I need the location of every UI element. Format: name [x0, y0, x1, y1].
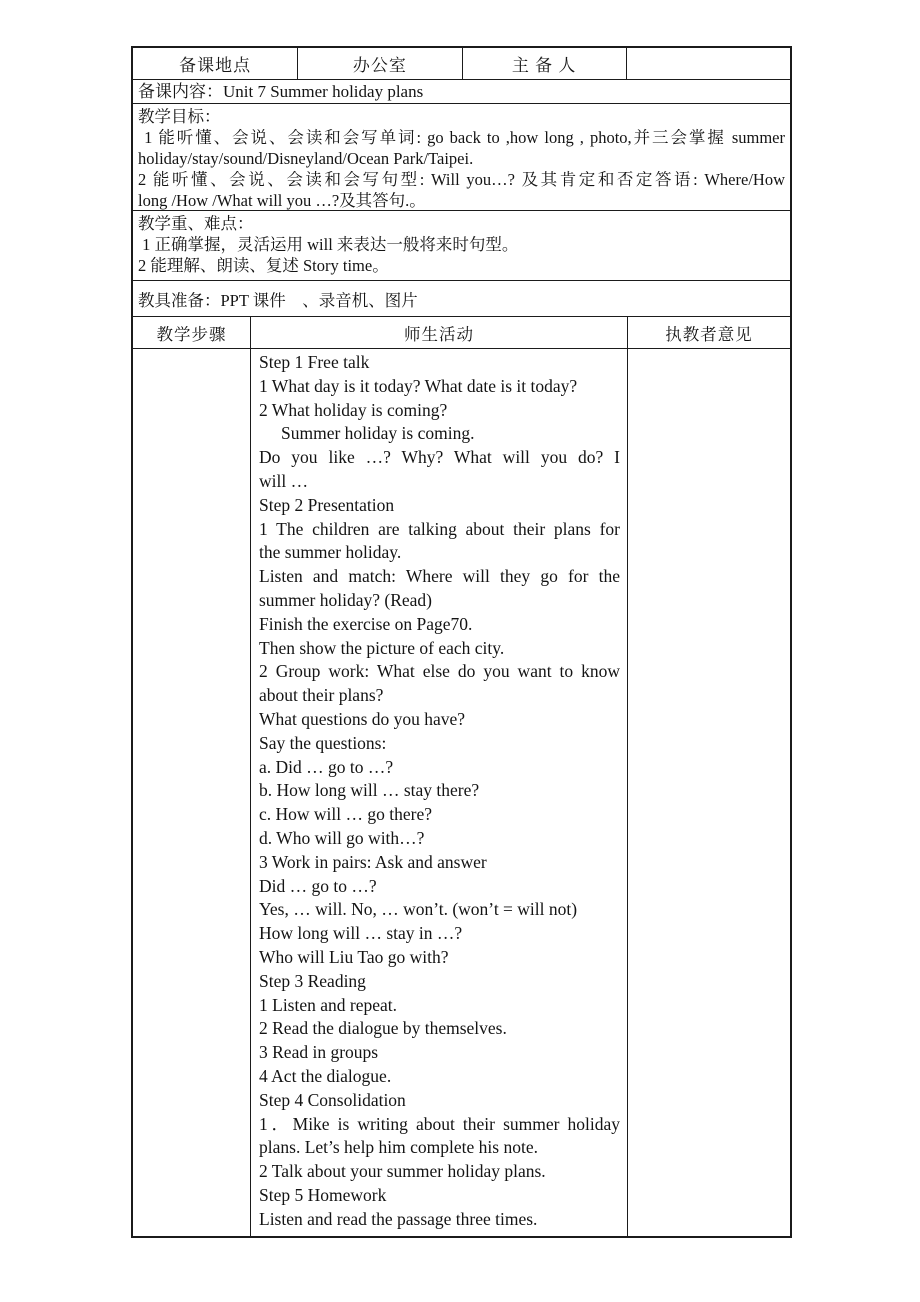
- activity-line: Then show the picture of each city.: [259, 637, 505, 658]
- activity-line: b. How long will … stay there?: [259, 780, 480, 801]
- activity-line: Step 5 Homework: [259, 1184, 387, 1205]
- key-point-line: 教学重、难点：: [138, 214, 254, 233]
- teaching-materials-row: 教具准备：PPT 课件 、录音机、图片: [133, 280, 790, 316]
- teacher-student-activities-column: [250, 349, 627, 1236]
- lesson-plan-table: [131, 46, 792, 1238]
- column-header-cell: 执教者意见: [627, 317, 790, 348]
- activity-line: d. Who will go with…?: [259, 827, 425, 848]
- activity-line: a. Did … go to …?: [259, 756, 394, 777]
- teacher-opinions-column: [627, 349, 790, 1236]
- activity-line: Yes, … will. No, … won’t. (won’t = will not): [259, 899, 578, 920]
- prep-info-cell: 办公室: [297, 48, 461, 79]
- activity-line: summer holiday? (Read): [259, 589, 433, 610]
- columns-header-row: [133, 316, 790, 348]
- objective-line: 2 能听懂、会说、会读和会写句型: Will you…? 及其肯定和否定答语: Where/How: [138, 170, 785, 189]
- prep-info-cell: 备课地点: [179, 56, 252, 75]
- activity-line: 3 Read in groups: [259, 1042, 379, 1063]
- activity-line: 4 Act the dialogue.: [259, 1065, 392, 1086]
- teaching-steps-column: [133, 349, 250, 1236]
- activity-line: will …: [259, 470, 309, 491]
- activity-line: 2 Talk about your summer holiday plans.: [259, 1161, 546, 1182]
- activity-line: 2 Read the dialogue by themselves.: [259, 1018, 507, 1039]
- prep-info-cell: 主 备 人: [462, 48, 626, 79]
- activity-line: 2 Group work: What else do you want to know: [259, 661, 620, 682]
- activity-line: What questions do you have?: [259, 708, 466, 729]
- activity-line: about their plans?: [259, 685, 384, 706]
- activity-line: Step 4 Consolidation: [259, 1089, 406, 1110]
- activity-line: Step 1 Free talk: [259, 352, 370, 372]
- lesson-content-row: 备课内容：Unit 7 Summer holiday plans: [133, 79, 790, 103]
- objective-line: 1 能听懂、会说、会读和会写单词: go back to ,how long , photo,并三会掌握 summer: [138, 128, 785, 147]
- activity-line: Listen and match: Where will they go for the: [259, 566, 620, 587]
- activities-body-row: [133, 348, 790, 1236]
- activity-line: plans. Let’s help him complete his note.: [259, 1137, 538, 1158]
- activity-line: 1 The children are talking about their plans for: [259, 518, 620, 539]
- activity-line: the summer holiday.: [259, 542, 402, 563]
- objective-line: holiday/stay/sound/Disneyland/Ocean Park/Taipei.: [138, 149, 474, 168]
- activity-line: Say the questions:: [259, 732, 387, 753]
- activity-line: 1 What day is it today? What date is it today?: [259, 375, 578, 396]
- column-header-cell: 教学步骤: [156, 324, 227, 344]
- prep-info-cell: [626, 48, 790, 79]
- activity-line: 1．Mike is writing about their summer holiday: [259, 1113, 620, 1134]
- activity-line: Listen and read the passage three times.: [259, 1208, 538, 1229]
- activity-line: c. How will … go there?: [259, 804, 433, 825]
- activity-line: Step 2 Presentation: [259, 494, 395, 515]
- activity-line: Who will Liu Tao go with?: [259, 946, 449, 967]
- objective-line: 教学目标：: [138, 107, 221, 126]
- prep-info-row: [133, 48, 790, 79]
- key-points-row: [133, 210, 790, 280]
- key-point-line: 1 正确掌握，灵活运用 will 来表达一般将来时句型。: [138, 235, 519, 254]
- activity-line: Step 3 Reading: [259, 970, 366, 991]
- activity-line: Did … go to …?: [259, 875, 377, 896]
- activity-line: 3 Work in pairs: Ask and answer: [259, 851, 487, 872]
- activity-line: Summer holiday is coming.: [281, 423, 475, 444]
- column-header-cell: 师生活动: [250, 317, 627, 348]
- activity-line: Do you like …? Why? What will you do? I: [259, 447, 620, 468]
- activity-line: 2 What holiday is coming?: [259, 399, 448, 420]
- activity-line: Finish the exercise on Page70.: [259, 613, 473, 634]
- teaching-objectives-row: [133, 103, 790, 210]
- objective-line: long /How /What will you …?及其答句.。: [138, 191, 426, 210]
- activity-line: 1 Listen and repeat.: [259, 994, 398, 1015]
- activity-line: How long will … stay in …?: [259, 923, 463, 944]
- key-point-line: 2 能理解、朗读、复述 Story time。: [138, 256, 389, 275]
